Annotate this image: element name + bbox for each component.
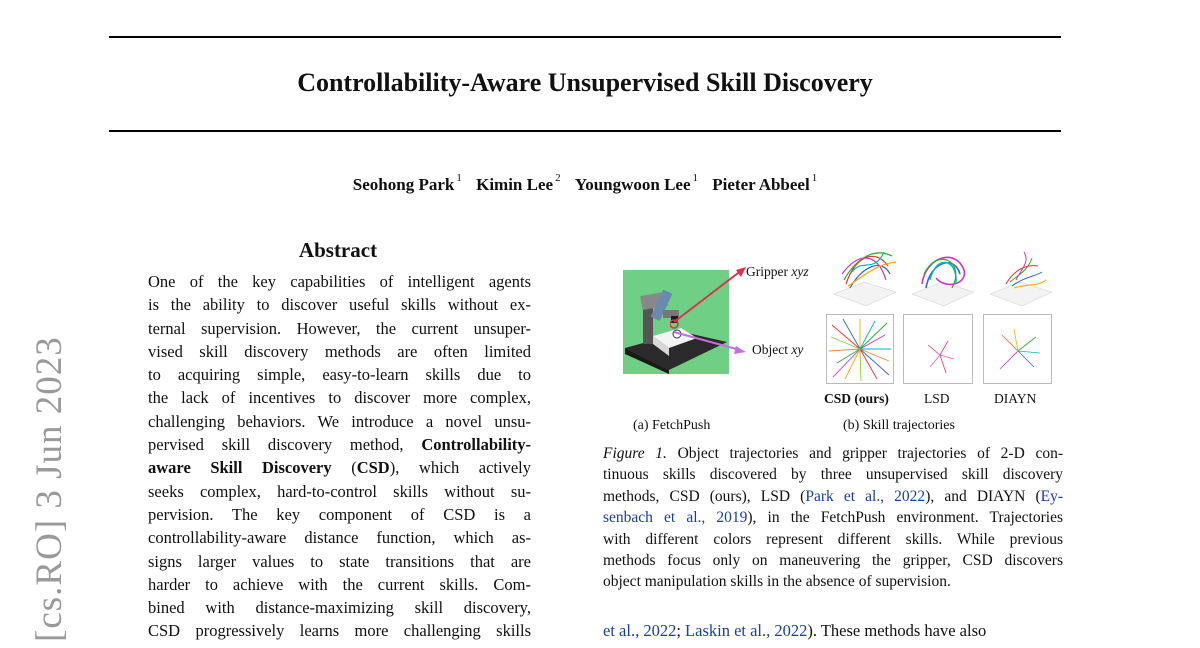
gripper-trajectory-plots <box>826 244 1056 316</box>
abstract-text <box>148 270 531 643</box>
abstract-line: One of the key capabilities of intelligent agents <box>148 272 531 291</box>
paper-title: Controllability-Aware Unsupervised Skill Discovery <box>297 68 873 97</box>
figure-caption: Figure 1. Object trajectories and gripper trajectories of 2-D con- tinuous skills discovered by three unsupervised skill discovery methods, CSD (ours), LSD (Park et al., 2022), and DIAYN (Ey- senbach et al., 2019), in the FetchPush environment. Trajectories with different colors represent different skills. While previous methods focus only on maneuvering the gripper, CSD discovers object manipulation skills in the absence of supervision. <box>603 445 1063 591</box>
abstract-line: signs larger values to state transitions that are <box>148 551 531 571</box>
figure-number: Figure 1. <box>603 445 667 462</box>
object-label: Object xy <box>752 342 804 357</box>
figure-arrows <box>670 262 750 362</box>
abstract-line: pervised skill discovery method, Controllability- <box>148 435 532 455</box>
abstract-line: CSD progressively learns more challenging skills <box>148 621 531 641</box>
lsd-object-plot <box>903 314 973 384</box>
method-name: Controllability- <box>421 435 532 455</box>
gripper-label: Gripper xyz <box>746 264 809 279</box>
method-label-lsd: LSD <box>924 391 950 406</box>
subcaption-a: (a) FetchPush <box>633 418 711 433</box>
abstract-line: harder to achieve with the current skills. Com- <box>148 574 531 594</box>
abstract-line: is the ability to discover useful skills without ex- <box>148 295 531 315</box>
diayn-3d-plot <box>990 252 1052 306</box>
method-label-diayn: DIAYN <box>994 391 1037 406</box>
subcaption-b: (b) Skill trajectories <box>843 418 955 433</box>
abstract-line: to acquiring simple, easy-to-learn skills due to <box>148 365 531 385</box>
top-rule <box>109 36 1061 38</box>
title-bottom-rule <box>109 130 1061 132</box>
author[interactable]: Youngwoon Lee $^1$ <box>574 172 699 194</box>
lsd-3d-plot <box>912 257 974 306</box>
author[interactable]: Kimin Lee $^2$ <box>476 172 561 194</box>
csd-object-plot <box>826 314 894 384</box>
csd-3d-plot <box>834 252 896 306</box>
abstract-line: the lack of incentives to discover more complex, <box>148 388 531 408</box>
author[interactable]: Pieter Abbeel $^1$ <box>712 172 818 194</box>
citation-link[interactable]: Park et al., 2022 <box>805 487 926 505</box>
citation-link[interactable]: Ey- <box>1040 487 1063 505</box>
abstract-line: controllability-aware distance function, which as- <box>148 528 531 548</box>
abstract-line: ternal supervision. However, the current unsuper- <box>148 318 531 338</box>
abstract-line: vised skill discovery methods are often limited <box>148 341 531 361</box>
arxiv-watermark: [cs.RO] 3 Jun 2023 <box>29 336 70 642</box>
citation-link[interactable]: et al., 2022 <box>603 621 677 640</box>
citation-link[interactable]: senbach et al., 2019 <box>603 509 748 527</box>
author[interactable]: Seohong Park $^1$ <box>352 172 462 194</box>
citation-link[interactable]: Laskin et al., 2022 <box>685 621 808 640</box>
abstract-line: bined with distance-maximizing skill discovery, <box>148 598 531 618</box>
author-list <box>0 174 1170 195</box>
abstract-line: seeks complex, hard-to-control skills without su- <box>148 481 531 501</box>
body-text: et al., 2022; Laskin et al., 2022). These methods have also <box>603 621 987 640</box>
abstract-heading: Abstract <box>298 238 378 262</box>
method-label-csd: CSD (ours) <box>824 391 889 406</box>
abstract-line: challenging behaviors. We introduce a novel unsu- <box>148 411 531 431</box>
abstract-line: aware Skill Discovery (CSD), which actively <box>148 458 532 478</box>
abstract-line: pervision. The key component of CSD is a <box>148 504 531 524</box>
diayn-object-plot <box>983 314 1052 384</box>
